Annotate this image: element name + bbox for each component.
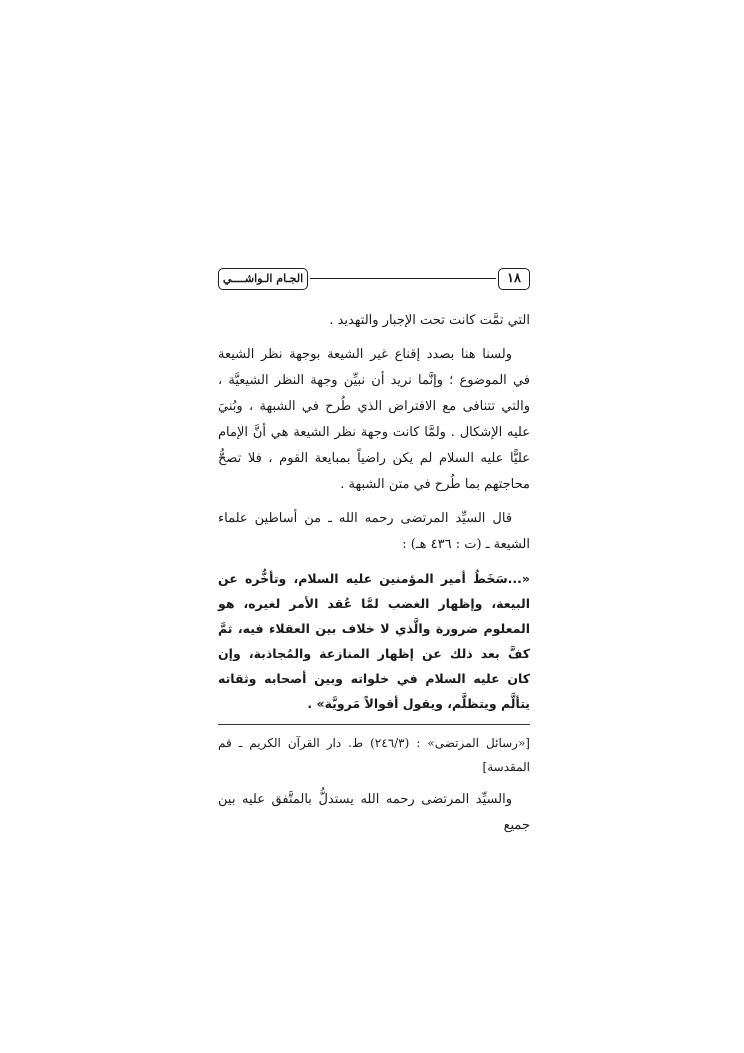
paragraph-3: قال السيِّد المرتضى رحمه الله ـ من أساطين علماء الشيعة ـ (ت : ٤٣٦ هـ) : xyxy=(218,511,530,552)
header-rule xyxy=(310,278,496,279)
quotation: «...سَخَطُ أمير المؤمنين عليه السلام، وتأخُّره عن البيعة، وإظهار الغضب لمَّا عُقد الأمر لغيره، هو المعلوم ضرورة والَّذي لا خلاف بين العقلاء فيه، ثمَّ كفَّ بعد ذلك عن إظهار المنازعة والمُجاذبة، وإن كان عليه السلام في خلواته وبين أصحابه وثقاته يتألَّم ويتظلَّم، ويقول أقوالاً مَرويَّة» . xyxy=(218,571,530,711)
footnote-divider xyxy=(218,724,530,725)
paragraph-1: التي تمَّت كانت تحت الإجبار والتهديد . xyxy=(329,313,530,328)
page-header xyxy=(218,268,530,292)
running-title: الجـام الـواشــــي xyxy=(218,268,308,290)
page-body xyxy=(218,308,530,847)
page-number: ١٨ xyxy=(498,268,530,290)
paragraph-2: ولسنا هنا بصدد إقناع غير الشيعة بوجهة نظر الشيعة في الموضوع ؛ وإنَّما نريد أن نبيِّن وجهة النظر الشيعيَّة ، والتي تتنافى مع الافتراض الذي طُرح في الشبهة ، وبُنيَ عليه الإشكال . ولمَّا كانت وجهة نظر الشيعة هي أنَّ الإمام عليًّا عليه السلام لم يكن راضياً بمبايعة القوم ، فلا تصحُّ محاجتهم بما طُرح في متن الشبهة . xyxy=(218,347,530,492)
reference-citation: [«رسائل المرتضى» : (٢٤٦/٣) ط. دار القرآن الكريم ـ قم المقدسة] xyxy=(218,736,530,774)
book-page xyxy=(218,268,530,833)
paragraph-4: والسيِّد المرتضى رحمه الله يستدلُّ بالمتَّفق عليه بين جميع xyxy=(218,792,530,833)
